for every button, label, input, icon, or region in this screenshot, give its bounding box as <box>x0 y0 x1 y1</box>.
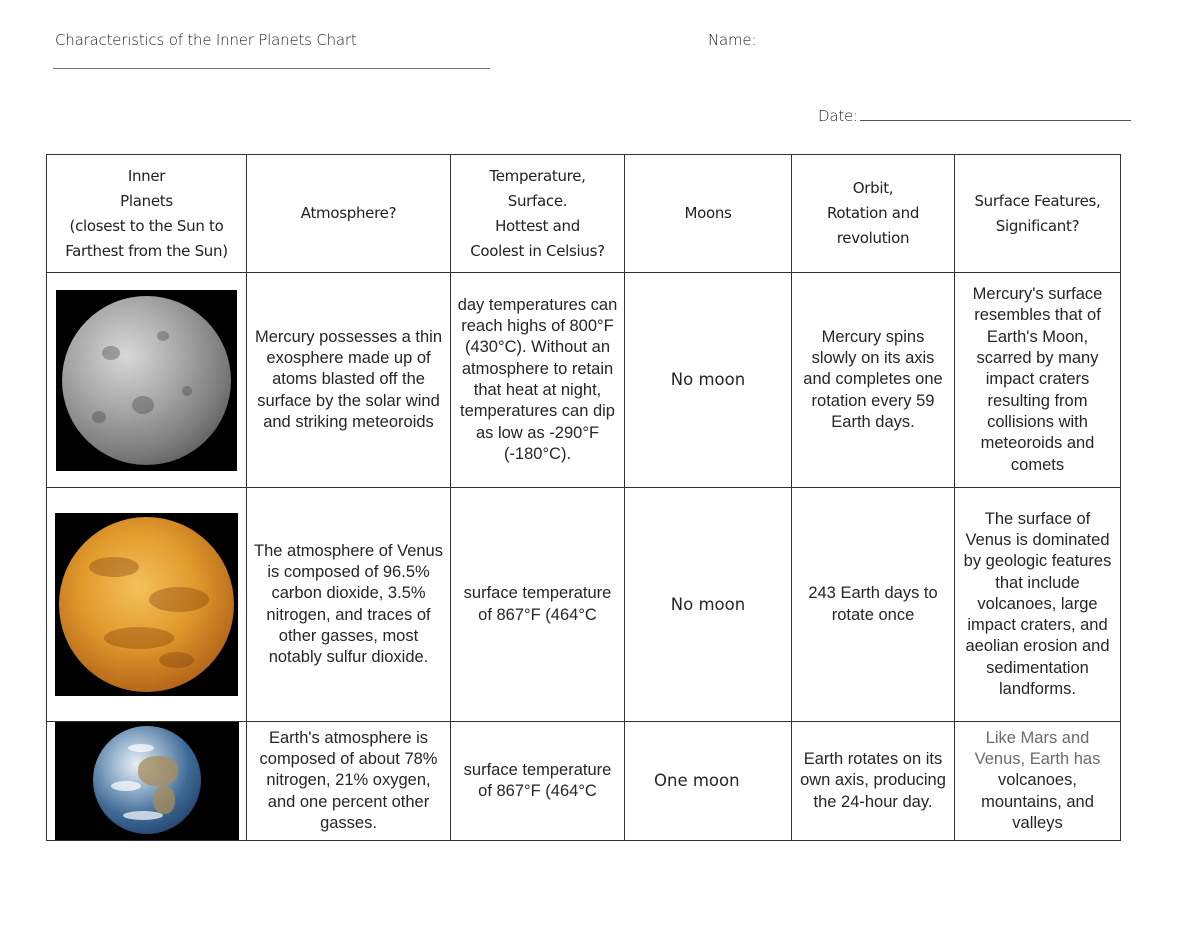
col-header-moons: Moons <box>625 155 792 273</box>
surface-features-text: volcanoes, mountains, and valleys <box>981 771 1094 832</box>
venus-image <box>55 513 238 696</box>
name-line[interactable] <box>53 68 490 69</box>
col-header-atmosphere: Atmosphere? <box>247 155 451 273</box>
orbit-cell: Earth rotates on its own axis, producing the 24-hour day. <box>792 722 955 841</box>
table-row <box>47 722 1121 841</box>
col-header-orbit: Orbit, Rotation and revolution <box>792 155 955 273</box>
atmosphere-cell: Mercury possesses a thin exosphere made up of atoms blasted off the surface by the solar wind and striking meteoroids <box>247 273 451 488</box>
planet-cell <box>47 273 247 488</box>
temperature-cell: surface temperature of 867°F (464°C <box>451 488 625 722</box>
table-row <box>47 488 1121 722</box>
atmosphere-cell: The atmosphere of Venus is composed of 96.5% carbon dioxide, 3.5% nitrogen, and traces of other gasses, most notably sulfur dioxide. <box>247 488 451 722</box>
surface-features-text-gray: Like Mars and Venus, Earth has <box>974 728 1101 769</box>
moons-cell: One moon <box>625 722 792 841</box>
col-header-planets: Inner Planets (closest to the Sun to Farthest from the Sun) <box>47 155 247 273</box>
temperature-cell: surface temperature of 867°F (464°C <box>451 722 625 841</box>
worksheet-title: Characteristics of the Inner Planets Chart <box>55 31 357 49</box>
earth-image <box>55 722 239 840</box>
atmosphere-cell: Earth's atmosphere is composed of about 78% nitrogen, 21% oxygen, and one percent other gasses. <box>247 722 451 841</box>
orbit-cell: Mercury spins slowly on its axis and completes one rotation every 59 Earth days. <box>792 273 955 488</box>
date-label: Date: <box>818 107 858 125</box>
table-row <box>47 273 1121 488</box>
planet-cell <box>47 722 247 841</box>
moons-cell: No moon <box>625 273 792 488</box>
col-header-surface-features: Surface Features, Significant? <box>955 155 1121 273</box>
name-label: Name: <box>708 31 757 49</box>
col-header-temperature: Temperature, Surface. Hottest and Coolest in Celsius? <box>451 155 625 273</box>
inner-planets-table <box>46 154 1121 841</box>
planet-cell <box>47 488 247 722</box>
moons-cell: No moon <box>625 488 792 722</box>
surface-features-cell: Mercury's surface resembles that of Earth's Moon, scarred by many impact craters resulting from collisions with meteoroids and comets <box>955 273 1121 488</box>
surface-features-cell <box>955 722 1121 841</box>
surface-features-cell: The surface of Venus is dominated by geologic features that include volcanoes, large impact craters, and aeolian erosion and sedimentation landforms. <box>955 488 1121 722</box>
temperature-cell: day temperatures can reach highs of 800°F (430°C). Without an atmosphere to retain that heat at night, temperatures can dip as low as -290°F (-180°C). <box>451 273 625 488</box>
date-line[interactable] <box>860 120 1131 121</box>
mercury-image <box>56 290 237 471</box>
table-header-row <box>47 155 1121 273</box>
orbit-cell: 243 Earth days to rotate once <box>792 488 955 722</box>
